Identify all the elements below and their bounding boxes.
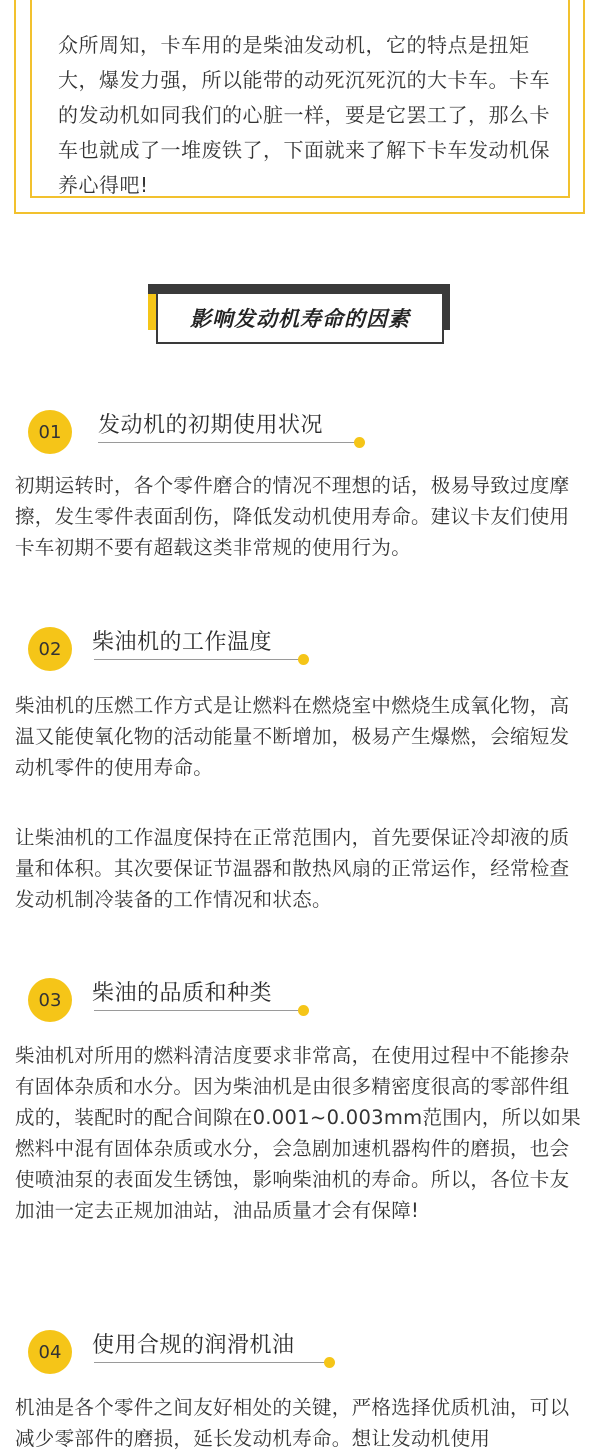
banner-title: 影响发动机寿命的因素 — [190, 307, 410, 331]
section-04-paragraph-1: 机油是各个零件之间友好相处的关键，严格选择优质机油，可以减少零部件的磨损，延长发动机寿命。想让发动机使用 — [15, 1396, 570, 1450]
section-title: 使用合规的润滑机油 — [92, 1333, 295, 1358]
section-02-paragraph-1: 柴油机的压燃工作方式是让燃料在燃烧室中燃烧生成氧化物，高温又能使氧化物的活动能量不断增加，极易产生爆燃，会缩短发动机零件的使用寿命。 — [15, 694, 570, 779]
section-number-badge: 03 — [28, 978, 72, 1022]
section-title: 柴油机的工作温度 — [92, 630, 273, 655]
section-underline-dot — [298, 654, 309, 665]
section-03-paragraph-1: 柴油机对所用的燃料清洁度要求非常高，在使用过程中不能掺杂有固体杂质和水分。因为柴油机是由很多精密度很高的零部件组成的，装配时的配合间隙在0.001~0.003mm范围内，所以如果燃料中混有固体杂质或水分，会急剧加速机器构件的磨损，也会使喷油泵的表面发生锈蚀，影响柴油机的寿命。所以，各位卡友加油一定去正规加油站，油品质量才会有保障! — [15, 1044, 581, 1222]
section-number-badge: 04 — [28, 1330, 72, 1374]
section-underline — [94, 659, 300, 660]
section-underline-dot — [354, 437, 365, 448]
section-heading-02 — [28, 625, 388, 675]
section-02-paragraph-2: 让柴油机的工作温度保持在正常范围内，首先要保证冷却液的质量和体积。其次要保证节温器和散热风扇的正常运作，经常检查发动机制冷装备的工作情况和状态。 — [15, 826, 570, 911]
frame-outer-left — [14, 0, 16, 214]
section-heading-01 — [28, 408, 388, 458]
section-underline — [98, 442, 356, 443]
section-underline — [94, 1010, 300, 1011]
section-heading-03 — [28, 976, 388, 1026]
section-underline-dot — [298, 1005, 309, 1016]
section-01-paragraph-1: 初期运转时，各个零件磨合的情况不理想的话，极易导致过度摩擦，发生零件表面刮伤，降低发动机使用寿命。建议卡友们使用卡车初期不要有超载这类非常规的使用行为。 — [15, 474, 570, 559]
frame-inner-right — [568, 0, 570, 198]
section-number-badge: 02 — [28, 627, 72, 671]
frame-inner-left — [30, 0, 32, 198]
section-underline-dot — [324, 1357, 335, 1368]
section-number-badge: 01 — [28, 410, 72, 454]
banner-box — [156, 292, 444, 344]
section-heading-04 — [28, 1328, 388, 1378]
frame-outer-bottom — [14, 212, 585, 214]
section-banner — [148, 284, 458, 350]
intro-text: 众所周知，卡车用的是柴油发动机，它的特点是扭矩大，爆发力强，所以能带的动死沉死沉的大卡车。卡车的发动机如同我们的心脏一样，要是它罢工了，那么卡车也就成了一堆废铁了，下面就来了解下卡车发动机保养心得吧! — [58, 33, 550, 197]
section-underline — [94, 1362, 326, 1363]
frame-outer-right — [583, 0, 585, 214]
section-title: 发动机的初期使用状况 — [98, 413, 324, 438]
section-title: 柴油的品质和种类 — [92, 981, 273, 1006]
